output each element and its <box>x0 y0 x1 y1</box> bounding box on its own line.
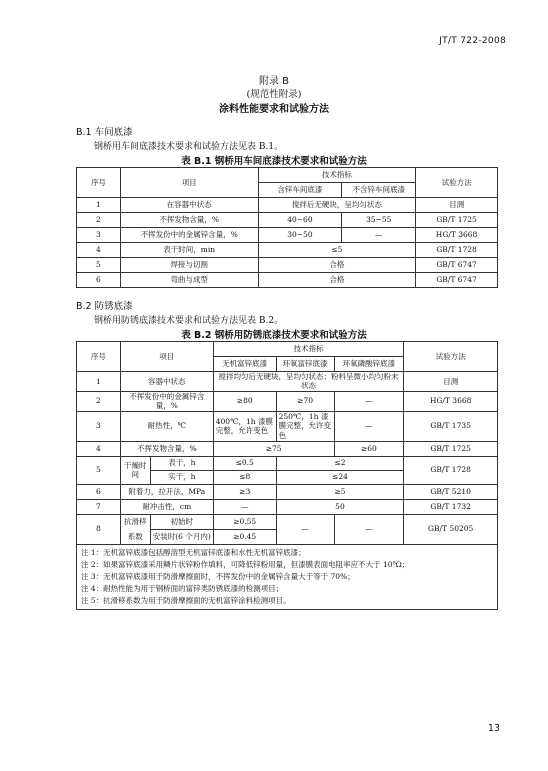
cell-method: HG/T 3668 <box>404 391 498 411</box>
cell-spec-b: — <box>276 514 334 544</box>
appendix-label: 附录 B <box>258 76 290 87</box>
table-b1-header-item: 项目 <box>120 168 258 198</box>
note-5: 注 5：抗滑移系数为用于防滑摩擦面的无机富锌涂料检测项目。 <box>81 595 291 605</box>
table-b1 <box>76 167 498 288</box>
table-row <box>77 228 498 243</box>
cell-spec-a: ≤8 <box>213 470 276 484</box>
table-row <box>77 258 498 273</box>
cell-no: 8 <box>77 514 121 544</box>
table-b1-header-no: 序号 <box>77 168 121 198</box>
table-b2-header-epoxy-zinc: 环氧富锌底漆 <box>276 357 334 372</box>
cell-method: GB/T 50205 <box>404 514 498 544</box>
cell-no: 5 <box>77 258 121 273</box>
section-b1-heading: B.1 车间底漆 <box>76 127 133 138</box>
cell-method: GB/T 1725 <box>404 441 498 456</box>
cell-method: GB/T 1728 <box>416 243 498 258</box>
cell-spec-b: — <box>342 228 416 243</box>
cell-method: GB/T 6747 <box>416 273 498 288</box>
cell-spec: 搅拌均匀后无硬块，呈均匀状态；粉料呈微小均匀粉末状态 <box>213 372 404 392</box>
cell-no: 3 <box>77 411 121 441</box>
table-b2-header-inorganic-zinc: 无机富锌底漆 <box>213 357 276 372</box>
cell-no: 4 <box>77 243 121 258</box>
table-row <box>77 213 498 228</box>
table-b1-header-method: 试验方法 <box>416 168 498 198</box>
cell-spec-a: ≤0.5 <box>213 456 276 470</box>
cell-spec: 合格 <box>258 273 416 288</box>
cell-spec-bc: ≥5 <box>276 484 404 499</box>
cell-no: 7 <box>77 499 121 514</box>
cell-item: 抗滑移 <box>120 514 150 529</box>
note-3: 注 3：无机富锌底漆用于防滑摩擦面时，不挥发份中的金属锌含量大于等于 70%； <box>81 571 355 581</box>
cell-spec-c: — <box>334 411 404 441</box>
cell-item: 系数 <box>120 529 150 544</box>
page-number: 13 <box>487 723 500 734</box>
cell-no: 2 <box>77 391 121 411</box>
table-notes <box>77 544 498 609</box>
cell-spec: 搅拌后无硬块，呈均匀状态 <box>258 198 416 213</box>
table-b2 <box>76 341 498 610</box>
cell-method: GB/T 1725 <box>416 213 498 228</box>
appendix-normative: (规范性附录) <box>246 89 302 100</box>
cell-method: 目测 <box>416 198 498 213</box>
cell-spec-a: ≥3 <box>213 484 276 499</box>
cell-item: 耐热性，℃ <box>120 411 213 441</box>
cell-method: GB/T 5210 <box>404 484 498 499</box>
cell-item: 容器中状态 <box>120 372 213 392</box>
cell-no: 1 <box>77 198 121 213</box>
section-b2-text: 钢桥用防锈底漆技术要求和试验方法见表 B.2。 <box>94 316 284 326</box>
note-2: 注 2：如果富锌底漆采用鳞片状锌粉作填料，可降低锌粉用量，但漆膜表面电阻率应不大于 10⁸Ω； <box>81 559 410 569</box>
standard-code: JT/T 722-2008 <box>439 36 506 46</box>
cell-spec-b: 250℃，1h 漆膜完整，允许变色 <box>276 411 334 441</box>
cell-subitem: 初始时 <box>150 514 213 529</box>
table-b2-header-no: 序号 <box>77 342 121 372</box>
table-b2-header-item: 项目 <box>120 342 213 372</box>
cell-method: GB/T 1728 <box>404 456 498 484</box>
cell-item: 不挥发份中的金属锌含量，% <box>120 391 213 411</box>
table-b2-header-method: 试验方法 <box>404 342 498 372</box>
cell-spec-b: 35~55 <box>342 213 416 228</box>
table-row <box>77 243 498 258</box>
table-row <box>77 499 498 514</box>
table-row <box>77 372 498 392</box>
cell-spec-a: — <box>213 499 276 514</box>
cell-spec: ≤5 <box>258 243 416 258</box>
cell-no: 6 <box>77 484 121 499</box>
section-b1-text: 钢桥用车间底漆技术要求和试验方法见表 B.1。 <box>94 142 284 152</box>
cell-item: 在容器中状态 <box>120 198 258 213</box>
section-b2-heading: B.2 防锈底漆 <box>76 301 133 312</box>
cell-item: 耐冲击性，cm <box>120 499 213 514</box>
cell-spec-bc: ≤24 <box>276 470 404 484</box>
cell-spec-c: — <box>334 391 404 411</box>
cell-method: 目测 <box>404 372 498 392</box>
cell-method: GB/T 1735 <box>404 411 498 441</box>
table-b2-header-epoxy-phosphate: 环氧磷酸锌底漆 <box>334 357 404 372</box>
cell-item: 不挥发份中的金属锌含量，% <box>120 228 258 243</box>
table-b2-header-spec: 技术指标 <box>213 342 404 357</box>
table-b1-header-spec: 技术指标 <box>258 168 416 183</box>
note-4: 注 4：耐热性能为用于钢桥面的富锌类防锈底漆的检测项目； <box>81 583 284 593</box>
cell-item: 焊接与切割 <box>120 258 258 273</box>
cell-spec: 合格 <box>258 258 416 273</box>
cell-spec-ab: ≥75 <box>213 441 334 456</box>
table-row <box>77 391 498 411</box>
table-row <box>77 484 498 499</box>
cell-no: 3 <box>77 228 121 243</box>
cell-item: 干燥时间 <box>120 456 150 484</box>
cell-item: 不挥发物含量，% <box>120 441 213 456</box>
cell-subitem: 实干，h <box>150 470 213 484</box>
table-row <box>77 514 498 529</box>
cell-spec-c: ≥60 <box>334 441 404 456</box>
table-b1-header-nonzinc: 不含锌车间底漆 <box>342 183 416 198</box>
cell-spec-a: ≥80 <box>213 391 276 411</box>
cell-spec-a: ≥0.45 <box>213 529 276 544</box>
table-b1-caption: 表 B.1 钢桥用车间底漆技术要求和试验方法 <box>181 156 367 167</box>
cell-spec-c: — <box>334 514 404 544</box>
table-row <box>77 273 498 288</box>
cell-spec-bc: 50 <box>276 499 404 514</box>
cell-item: 表干时间，min <box>120 243 258 258</box>
cell-spec-bc: ≤2 <box>276 456 404 470</box>
cell-spec-a: 400℃，1h 漆膜完整，允许变色 <box>213 411 276 441</box>
cell-spec-a: 40~60 <box>258 213 342 228</box>
cell-method: HG/T 3668 <box>416 228 498 243</box>
cell-subitem: 表干，h <box>150 456 213 470</box>
table-row <box>77 411 498 441</box>
cell-subitem: 安装时(6 个月内) <box>150 529 213 544</box>
table-b1-header-zinc: 含锌车间底漆 <box>258 183 342 198</box>
cell-item: 弯曲与成型 <box>120 273 258 288</box>
cell-method: GB/T 1732 <box>404 499 498 514</box>
cell-no: 5 <box>77 456 121 484</box>
cell-no: 2 <box>77 213 121 228</box>
cell-item: 附着力，拉开法，MPa <box>120 484 213 499</box>
table-row <box>77 441 498 456</box>
table-row <box>77 198 498 213</box>
table-row <box>77 456 498 470</box>
cell-no: 6 <box>77 273 121 288</box>
appendix-title: 涂料性能要求和试验方法 <box>219 104 329 115</box>
cell-item: 不挥发物含量，% <box>120 213 258 228</box>
cell-method: GB/T 6747 <box>416 258 498 273</box>
cell-spec-a: ≥0.55 <box>213 514 276 529</box>
table-b2-caption: 表 B.2 钢桥用防锈底漆技术要求和试验方法 <box>181 330 367 341</box>
note-1: 注 1：无机富锌底漆包括醇溶型无机富锌底漆和水性无机富锌底漆； <box>81 547 306 557</box>
cell-spec-a: 30~50 <box>258 228 342 243</box>
cell-spec-b: ≥70 <box>276 391 334 411</box>
cell-no: 1 <box>77 372 121 392</box>
cell-no: 4 <box>77 441 121 456</box>
table-notes-row <box>77 544 498 609</box>
